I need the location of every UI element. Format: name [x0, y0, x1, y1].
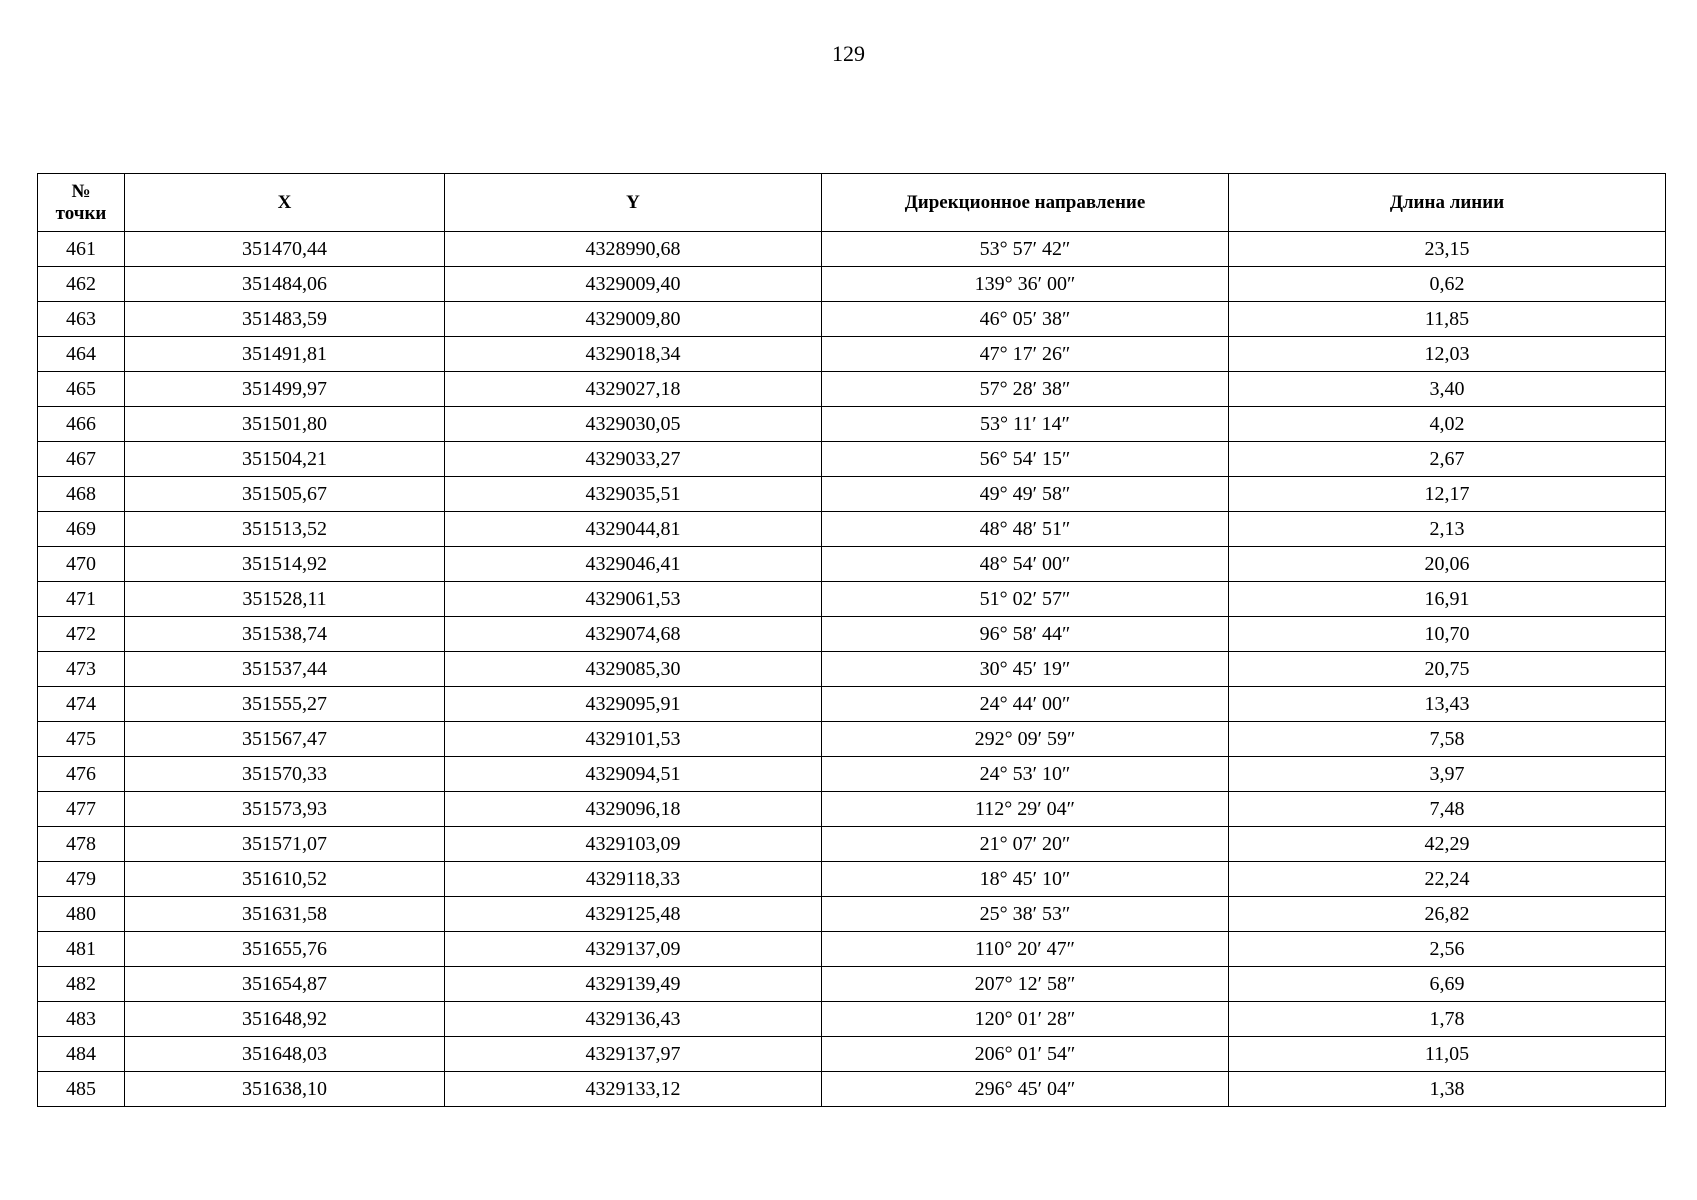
table-row: [38, 1037, 1666, 1072]
cell-y: 4329137,09: [445, 932, 822, 967]
cell-point-number: 466: [38, 407, 125, 442]
table-row: [38, 932, 1666, 967]
cell-y: 4329018,34: [445, 337, 822, 372]
table-body: [38, 232, 1666, 1107]
cell-point-number: 481: [38, 932, 125, 967]
cell-length: 13,43: [1229, 687, 1666, 722]
cell-y: 4329074,68: [445, 617, 822, 652]
cell-length: 22,24: [1229, 862, 1666, 897]
cell-point-number: 480: [38, 897, 125, 932]
cell-direction: 53° 11′ 14″: [822, 407, 1229, 442]
cell-y: 4329085,30: [445, 652, 822, 687]
cell-x: 351504,21: [125, 442, 445, 477]
cell-direction: 53° 57′ 42″: [822, 232, 1229, 267]
cell-direction: 56° 54′ 15″: [822, 442, 1229, 477]
cell-point-number: 479: [38, 862, 125, 897]
table-row: [38, 1002, 1666, 1037]
cell-point-number: 475: [38, 722, 125, 757]
cell-direction: 25° 38′ 53″: [822, 897, 1229, 932]
cell-y: 4329103,09: [445, 827, 822, 862]
cell-point-number: 483: [38, 1002, 125, 1037]
cell-direction: 51° 02′ 57″: [822, 582, 1229, 617]
cell-x: 351538,74: [125, 617, 445, 652]
cell-length: 1,78: [1229, 1002, 1666, 1037]
cell-length: 11,85: [1229, 302, 1666, 337]
cell-point-number: 464: [38, 337, 125, 372]
cell-length: 4,02: [1229, 407, 1666, 442]
cell-y: 4329027,18: [445, 372, 822, 407]
cell-point-number: 463: [38, 302, 125, 337]
cell-x: 351470,44: [125, 232, 445, 267]
cell-length: 12,03: [1229, 337, 1666, 372]
cell-x: 351491,81: [125, 337, 445, 372]
cell-direction: 30° 45′ 19″: [822, 652, 1229, 687]
cell-point-number: 485: [38, 1072, 125, 1107]
cell-point-number: 482: [38, 967, 125, 1002]
table-row: [38, 512, 1666, 547]
table-row: [38, 792, 1666, 827]
table-row: [38, 302, 1666, 337]
cell-length: 3,40: [1229, 372, 1666, 407]
table-row: [38, 547, 1666, 582]
cell-direction: 110° 20′ 47″: [822, 932, 1229, 967]
cell-y: 4328990,68: [445, 232, 822, 267]
cell-x: 351528,11: [125, 582, 445, 617]
cell-y: 4329101,53: [445, 722, 822, 757]
cell-x: 351571,07: [125, 827, 445, 862]
table-row: [38, 372, 1666, 407]
cell-length: 20,75: [1229, 652, 1666, 687]
table-row: [38, 267, 1666, 302]
table-row: [38, 757, 1666, 792]
cell-y: 4329139,49: [445, 967, 822, 1002]
cell-point-number: 465: [38, 372, 125, 407]
cell-direction: 112° 29′ 04″: [822, 792, 1229, 827]
cell-direction: 207° 12′ 58″: [822, 967, 1229, 1002]
cell-point-number: 471: [38, 582, 125, 617]
cell-direction: 139° 36′ 00″: [822, 267, 1229, 302]
cell-direction: 24° 53′ 10″: [822, 757, 1229, 792]
cell-y: 4329009,40: [445, 267, 822, 302]
cell-y: 4329061,53: [445, 582, 822, 617]
table-row: [38, 407, 1666, 442]
cell-direction: 21° 07′ 20″: [822, 827, 1229, 862]
cell-length: 11,05: [1229, 1037, 1666, 1072]
cell-y: 4329137,97: [445, 1037, 822, 1072]
cell-length: 16,91: [1229, 582, 1666, 617]
cell-x: 351501,80: [125, 407, 445, 442]
cell-point-number: 474: [38, 687, 125, 722]
table-row: [38, 232, 1666, 267]
cell-x: 351484,06: [125, 267, 445, 302]
header-point-word: точки: [55, 202, 107, 224]
cell-x: 351513,52: [125, 512, 445, 547]
table-row: [38, 582, 1666, 617]
table-row: [38, 687, 1666, 722]
cell-point-number: 461: [38, 232, 125, 267]
cell-length: 2,67: [1229, 442, 1666, 477]
cell-direction: 46° 05′ 38″: [822, 302, 1229, 337]
cell-point-number: 473: [38, 652, 125, 687]
table-row: [38, 477, 1666, 512]
cell-y: 4329125,48: [445, 897, 822, 932]
cell-point-number: 470: [38, 547, 125, 582]
cell-length: 1,38: [1229, 1072, 1666, 1107]
cell-point-number: 477: [38, 792, 125, 827]
cell-length: 2,13: [1229, 512, 1666, 547]
cell-y: 4329133,12: [445, 1072, 822, 1107]
cell-direction: 48° 48′ 51″: [822, 512, 1229, 547]
cell-y: 4329046,41: [445, 547, 822, 582]
cell-point-number: 472: [38, 617, 125, 652]
cell-direction: 48° 54′ 00″: [822, 547, 1229, 582]
cell-point-number: 462: [38, 267, 125, 302]
cell-length: 7,48: [1229, 792, 1666, 827]
cell-x: 351555,27: [125, 687, 445, 722]
table-row: [38, 897, 1666, 932]
cell-y: 4329096,18: [445, 792, 822, 827]
table-header-row: [38, 174, 1666, 232]
cell-direction: 96° 58′ 44″: [822, 617, 1229, 652]
cell-x: 351573,93: [125, 792, 445, 827]
cell-y: 4329118,33: [445, 862, 822, 897]
cell-direction: 296° 45′ 04″: [822, 1072, 1229, 1107]
cell-x: 351638,10: [125, 1072, 445, 1107]
table-row: [38, 652, 1666, 687]
cell-point-number: 476: [38, 757, 125, 792]
cell-x: 351567,47: [125, 722, 445, 757]
cell-length: 42,29: [1229, 827, 1666, 862]
cell-point-number: 468: [38, 477, 125, 512]
cell-x: 351654,87: [125, 967, 445, 1002]
table-row: [38, 862, 1666, 897]
cell-length: 0,62: [1229, 267, 1666, 302]
header-length: Длина линии: [1229, 174, 1666, 232]
cell-y: 4329009,80: [445, 302, 822, 337]
cell-length: 20,06: [1229, 547, 1666, 582]
cell-x: 351631,58: [125, 897, 445, 932]
cell-point-number: 469: [38, 512, 125, 547]
cell-direction: 57° 28′ 38″: [822, 372, 1229, 407]
cell-y: 4329094,51: [445, 757, 822, 792]
cell-x: 351648,03: [125, 1037, 445, 1072]
cell-direction: 47° 17′ 26″: [822, 337, 1229, 372]
cell-x: 351610,52: [125, 862, 445, 897]
cell-direction: 18° 45′ 10″: [822, 862, 1229, 897]
table-row: [38, 967, 1666, 1002]
cell-length: 23,15: [1229, 232, 1666, 267]
table-row: [38, 1072, 1666, 1107]
cell-direction: 206° 01′ 54″: [822, 1037, 1229, 1072]
cell-point-number: 467: [38, 442, 125, 477]
cell-length: 3,97: [1229, 757, 1666, 792]
cell-y: 4329044,81: [445, 512, 822, 547]
cell-x: 351570,33: [125, 757, 445, 792]
cell-point-number: 478: [38, 827, 125, 862]
table-row: [38, 442, 1666, 477]
cell-point-number: 484: [38, 1037, 125, 1072]
table-row: [38, 337, 1666, 372]
cell-length: 26,82: [1229, 897, 1666, 932]
cell-direction: 120° 01′ 28″: [822, 1002, 1229, 1037]
cell-length: 6,69: [1229, 967, 1666, 1002]
cell-direction: 49° 49′ 58″: [822, 477, 1229, 512]
cell-x: 351648,92: [125, 1002, 445, 1037]
cell-y: 4329035,51: [445, 477, 822, 512]
cell-x: 351514,92: [125, 547, 445, 582]
cell-direction: 292° 09′ 59″: [822, 722, 1229, 757]
cell-length: 2,56: [1229, 932, 1666, 967]
cell-direction: 24° 44′ 00″: [822, 687, 1229, 722]
header-x: X: [125, 174, 445, 232]
cell-x: 351505,67: [125, 477, 445, 512]
cell-x: 351655,76: [125, 932, 445, 967]
table-row: [38, 617, 1666, 652]
cell-length: 10,70: [1229, 617, 1666, 652]
header-y: Y: [445, 174, 822, 232]
coordinates-table: [37, 173, 1666, 1107]
cell-x: 351483,59: [125, 302, 445, 337]
cell-length: 12,17: [1229, 477, 1666, 512]
cell-length: 7,58: [1229, 722, 1666, 757]
table-row: [38, 827, 1666, 862]
header-point-number: [38, 174, 125, 232]
header-number-sign: №: [71, 180, 91, 202]
cell-x: 351537,44: [125, 652, 445, 687]
cell-y: 4329033,27: [445, 442, 822, 477]
cell-x: 351499,97: [125, 372, 445, 407]
cell-y: 4329030,05: [445, 407, 822, 442]
cell-y: 4329095,91: [445, 687, 822, 722]
page-number: 129: [832, 41, 865, 66]
cell-y: 4329136,43: [445, 1002, 822, 1037]
header-direction: Дирекционное направление: [822, 174, 1229, 232]
table-row: [38, 722, 1666, 757]
